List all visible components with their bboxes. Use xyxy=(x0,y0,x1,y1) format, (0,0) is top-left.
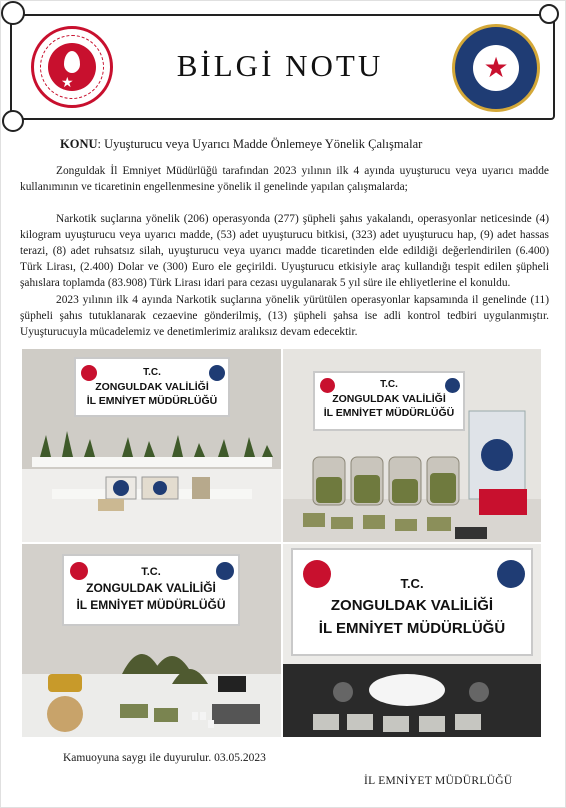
scroll-curl-icon xyxy=(2,110,24,132)
sign-line-1: ZONGULDAK VALİLİĞİ xyxy=(330,597,494,614)
sign-line-2: İL EMNİYET MÜDÜRLÜĞÜ xyxy=(318,620,506,637)
body-paragraph: 2023 yılının ilk 4 ayında Narkotik suçlarına yönelik yürütülen operasyonlar kapsamında il genelinde (11) şüpheli şahıs tutuklanarak cezaevine gönderilmiş, (13) şüpheli şahsa ise adli kontrol tedbiri uygulanmıştır. Uyuşturucuyla mücadelemiz ve denetimlerimiz aralıksız devam edecektir. xyxy=(20,294,549,338)
scroll-curl-icon xyxy=(539,4,559,24)
body-paragraph: Narkotik suçlarına yönelik (206) operasyonda (277) şüpheli şahıs yakalandı, operasyonlar neticesinde (4) kilogram uyuşturucu veya uyarıcı madde, (53) adet uyuşturucu bitkisi, (323) adet uyuşturucu hap, (9) adet hassas terazi, (8) adet ruhsatsız silah, uyuşturucu veya uyarıcı madde ticaretinden elde edildiği değerlendirilen (6.400) Türk Lirası, (2.400) Dolar ve (300) Euro ele geçirildi. Uyuşturucu etkisiyle araç kullandığı tespit edilen şüpheli şahıslara toplamda (83.908) Türk Lirası idari para cezası uygulanarak 5 yıl süre ile ehliyetlerine el konuldu. xyxy=(20,213,549,289)
sign-tc: T.C. xyxy=(400,576,424,591)
ministry-emblem-icon: ★ xyxy=(31,26,113,108)
sign-line-2: İL EMNİYET MÜDÜRLÜĞÜ xyxy=(76,598,226,612)
sign-tc: T.C. xyxy=(143,367,161,378)
police-egm-emblem-icon xyxy=(497,560,525,588)
ministry-emblem-icon xyxy=(70,562,88,580)
body-paragraph: Zonguldak İl Emniyet Müdürlüğü tarafından 2023 yılının ilk 4 ayında uyuşturucu veya uyarıcı madde kullanımının ve ticaretinin engellenmesine yönelik il genelinde yapılan çalışmalarda; xyxy=(20,165,549,193)
subject-label: KONU xyxy=(60,137,98,151)
sign-line-2: İL EMNİYET MÜDÜRLÜĞÜ xyxy=(86,395,218,407)
sign-line-1: ZONGULDAK VALİLİĞİ xyxy=(86,581,216,595)
seizure-photo-plants xyxy=(22,349,281,542)
scroll-curl-icon xyxy=(1,1,25,25)
police-sign xyxy=(74,357,230,417)
seizure-photo-bags xyxy=(22,544,281,737)
police-sign xyxy=(313,371,465,431)
closing-line: Kamuoyuna saygı ile duyurulur. 03.05.2023 xyxy=(63,752,266,764)
sign-line-2: İL EMNİYET MÜDÜRLÜĞÜ xyxy=(323,407,455,419)
police-sign xyxy=(62,554,240,626)
ministry-emblem-icon xyxy=(320,378,335,393)
sign-line-1: ZONGULDAK VALİLİĞİ xyxy=(95,381,209,393)
police-egm-emblem-icon xyxy=(445,378,460,393)
document-title: BİLGİ NOTU xyxy=(176,48,384,83)
sign-tc: T.C. xyxy=(141,566,161,578)
subject-text: : Uyuşturucu veya Uyarıcı Madde Önlemeye Yönelik Çalışmalar xyxy=(97,137,423,151)
police-sign xyxy=(291,548,533,656)
signoff: İL EMNİYET MÜDÜRLÜĞÜ xyxy=(364,775,513,787)
police-egm-emblem-icon xyxy=(209,365,225,381)
police-egm-emblem-icon xyxy=(216,562,234,580)
seizure-photo-jars xyxy=(283,349,541,542)
subject-line xyxy=(60,137,422,152)
ministry-emblem-icon xyxy=(81,365,97,381)
ministry-emblem-icon xyxy=(303,560,331,588)
seizure-photo-powder xyxy=(283,544,541,737)
police-egm-emblem-icon: ★ xyxy=(452,24,540,112)
sign-tc: T.C. xyxy=(380,379,398,390)
sign-line-1: ZONGULDAK VALİLİĞİ xyxy=(332,393,446,405)
